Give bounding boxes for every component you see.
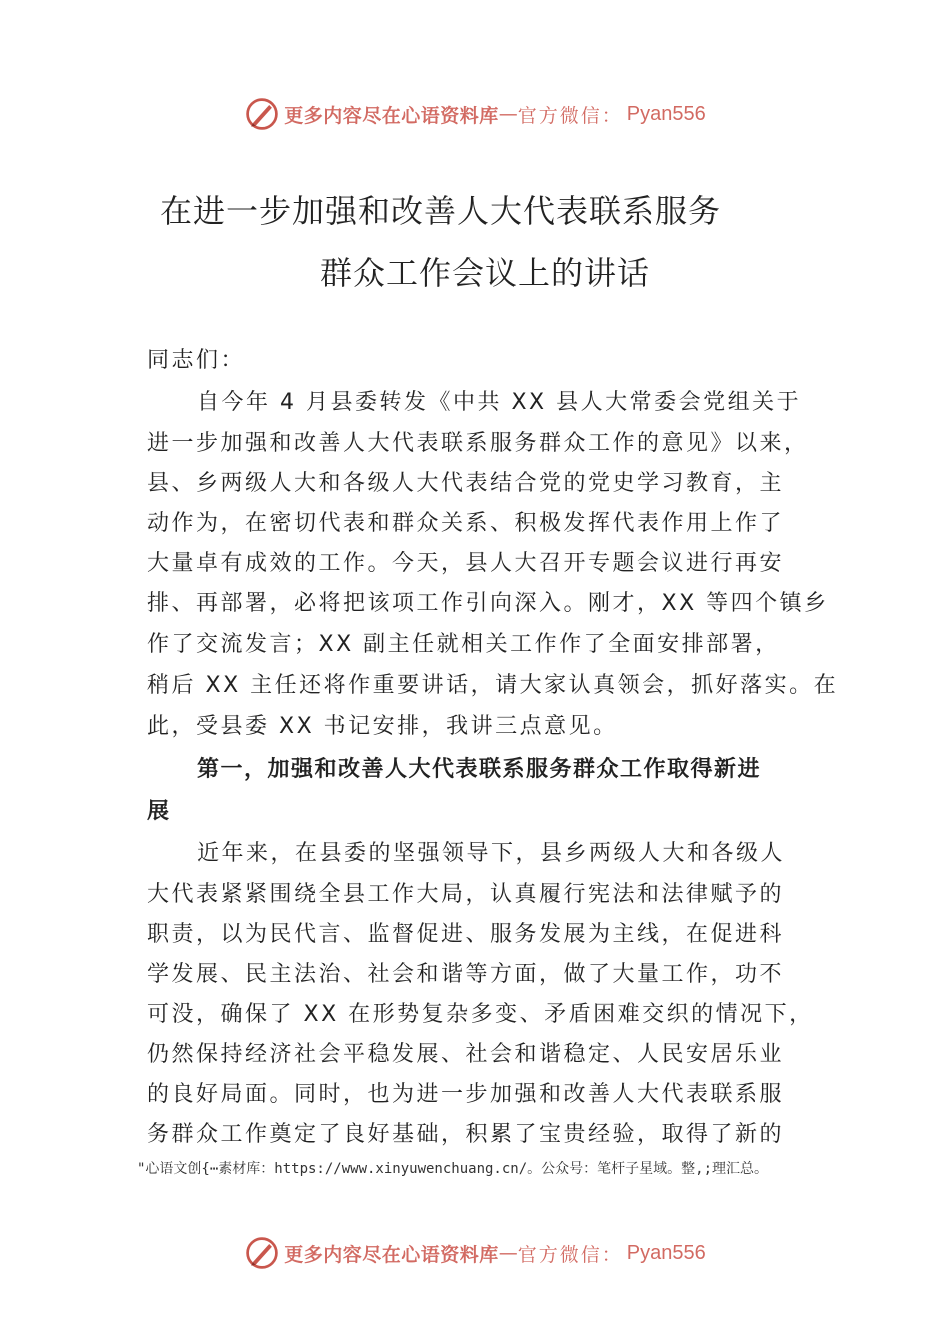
paragraph-line: 县、乡两级人大和各级人大代表结合党的党史学习教育，主 bbox=[147, 471, 785, 496]
document-title-line-2: 群众工作会议上的讲话 bbox=[320, 254, 651, 292]
banner-wechat-label: 官方微信： bbox=[517, 1243, 623, 1266]
banner-text: 更多内容尽在心语资料库 bbox=[284, 104, 499, 127]
banner-wechat-id: Pyan556 bbox=[626, 102, 706, 125]
paragraph-line: 稍后 XX 主任还将作重要讲话，请大家认真领会，抓好落实。在 bbox=[147, 673, 839, 698]
paragraph-line: 大量卓有成效的工作。今天，县人大召开专题会议进行再安 bbox=[147, 551, 785, 576]
source-footnote: "心语文创{⋯素材库：https://www.xinyuwenchuang.cn/。公众号：笔杆子星域。整,;理汇总。 bbox=[137, 1161, 769, 1177]
paragraph-line: 排、再部署，必将把该项工作引向深入。刚才，XX 等四个镇乡 bbox=[147, 591, 829, 616]
paragraph-line: 仍然保持经济社会平稳发展、社会和谐稳定、人民安居乐业 bbox=[147, 1042, 785, 1067]
paragraph-line: 进一步加强和改善人大代表联系服务群众工作的意见》以来， bbox=[147, 431, 809, 456]
header-banner bbox=[0, 94, 950, 134]
pen-logo-icon bbox=[244, 96, 280, 132]
paragraph-line: 作了交流发言；XX 副主任就相关工作作了全面安排部署， bbox=[147, 632, 780, 657]
pen-logo-icon bbox=[244, 1235, 280, 1271]
paragraph-line: 务群众工作奠定了良好基础，积累了宝贵经验，取得了新的 bbox=[147, 1122, 785, 1147]
banner-separator: — bbox=[498, 103, 518, 125]
salutation: 同志们： bbox=[147, 348, 246, 373]
paragraph-line: 自今年 4 月县委转发《中共 XX 县人大常委会党组关于 bbox=[197, 390, 802, 415]
banner-text: 更多内容尽在心语资料库 bbox=[284, 1243, 499, 1266]
section-heading: 第一，加强和改善人大代表联系服务群众工作取得新进 bbox=[197, 757, 762, 782]
section-heading-continued: 展 bbox=[147, 799, 171, 824]
paragraph-line: 大代表紧紧围绕全县工作大局，认真履行宪法和法律赋予的 bbox=[147, 882, 785, 907]
paragraph-line: 学发展、民主法治、社会和谐等方面，做了大量工作，功不 bbox=[147, 962, 785, 987]
paragraph-line: 此，受县委 XX 书记安排，我讲三点意见。 bbox=[147, 714, 618, 739]
banner-wechat-label: 官方微信： bbox=[517, 104, 623, 127]
document-title-line-1: 在进一步加强和改善人大代表联系服务 bbox=[160, 192, 722, 230]
paragraph-line: 可没，确保了 XX 在形势复杂多变、矛盾困难交织的情况下， bbox=[147, 1002, 814, 1027]
banner-wechat-id: Pyan556 bbox=[626, 1241, 706, 1264]
footer-banner bbox=[0, 1233, 950, 1273]
paragraph-line: 近年来，在县委的坚强领导下，县乡两级人大和各级人 bbox=[197, 841, 786, 866]
paragraph-line: 的良好局面。同时，也为进一步加强和改善人大代表联系服 bbox=[147, 1082, 785, 1107]
paragraph-line: 职责，以为民代言、监督促进、服务发展为主线，在促进科 bbox=[147, 922, 785, 947]
banner-separator: — bbox=[498, 1242, 518, 1264]
paragraph-line: 动作为，在密切代表和群众关系、积极发挥代表作用上作了 bbox=[147, 511, 785, 536]
